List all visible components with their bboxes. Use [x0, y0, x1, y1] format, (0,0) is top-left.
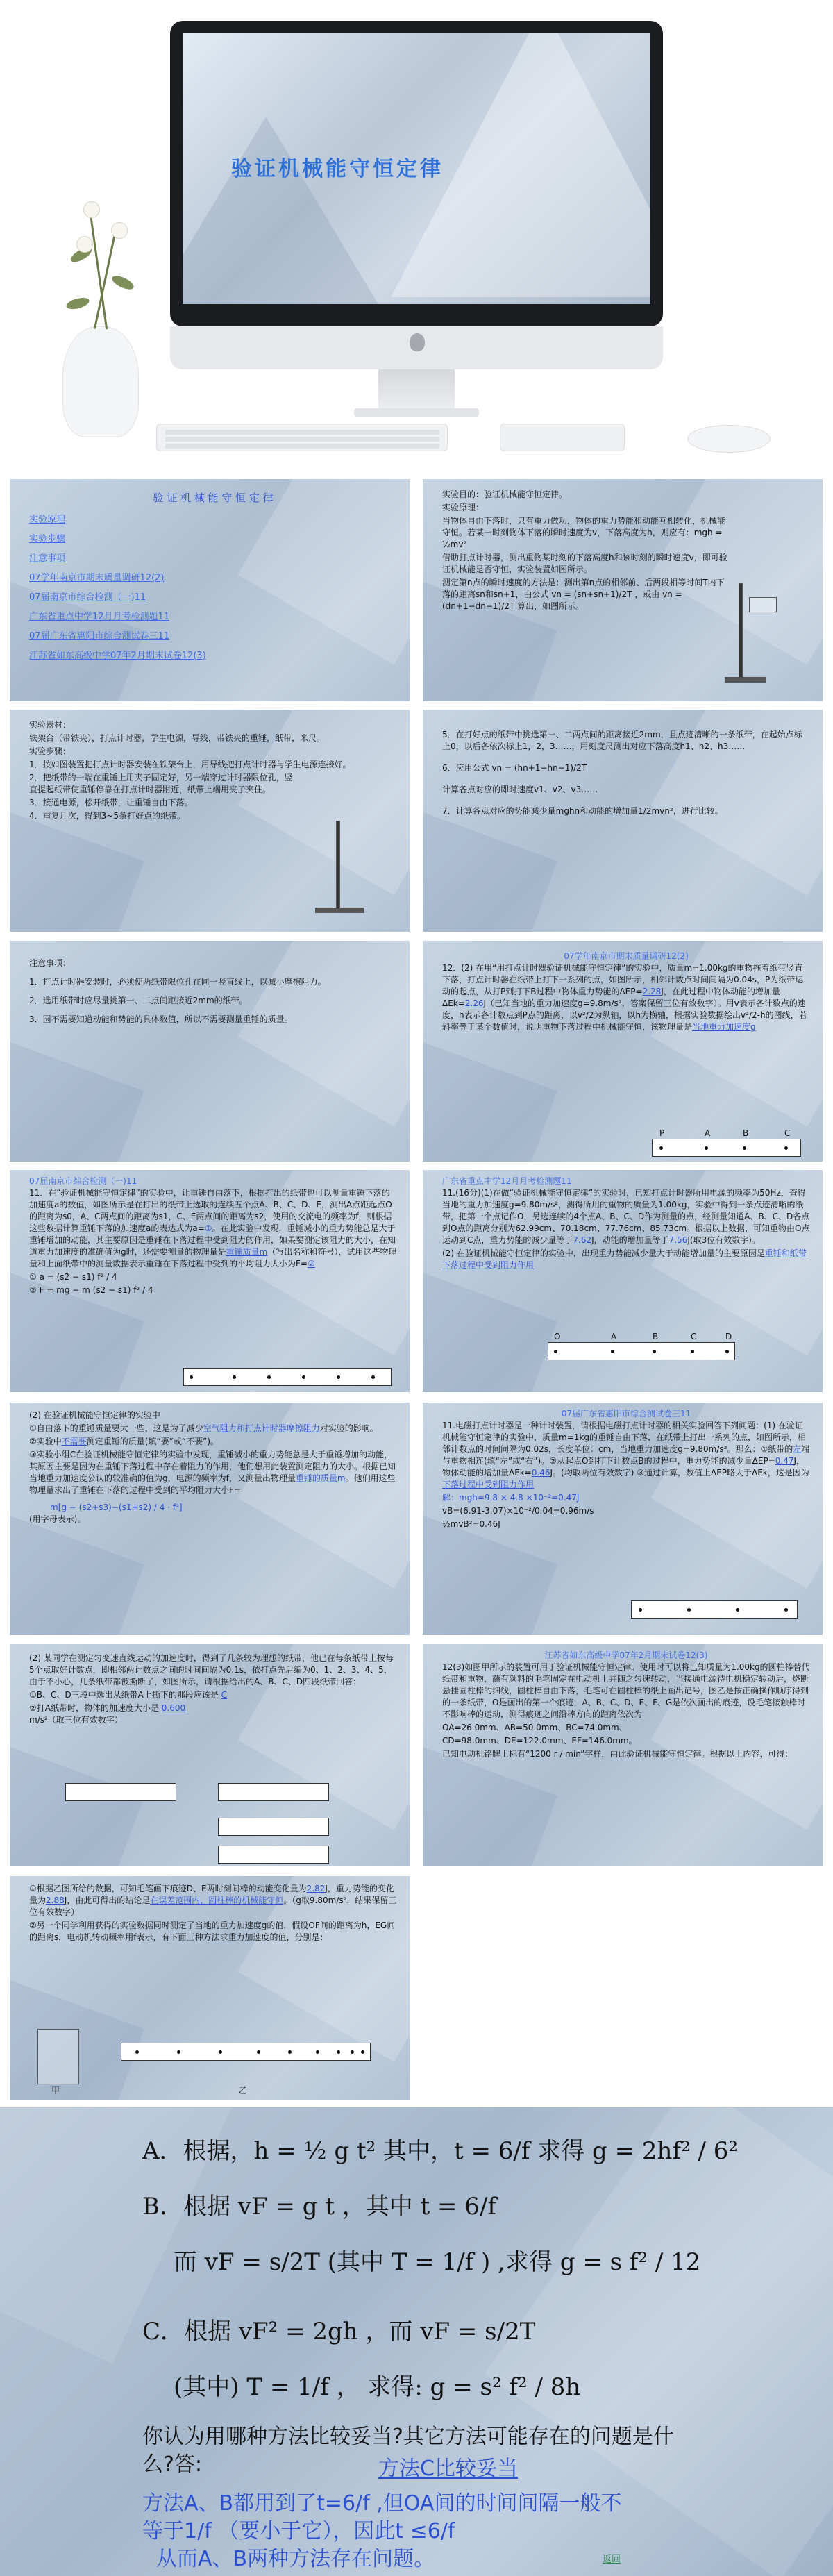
slide-acceleration: [10, 1644, 410, 1866]
tape-label: A: [705, 1128, 711, 1138]
nanjing-11-answer-1: ①: [204, 1223, 212, 1233]
guangdong-11-header: 广东省重点中学12月月考检测题11: [442, 1176, 572, 1186]
steps-heading: 实验步骤：: [29, 746, 71, 756]
step-7: 7．计算各点对应的势能减少量mghn和动能的增加量1/2mvn²，进行比较。: [442, 806, 723, 816]
nanjing-12-answer-2: 2.26: [464, 998, 484, 1008]
tape-d-figure: [218, 1846, 329, 1864]
nanjing-11-answer-2: 重锤质量m: [226, 1247, 268, 1257]
guangdong-11-answer-3: 重锤和纸带下落过程中受到阻力作用: [442, 1248, 807, 1270]
rudong-12-header: 江苏省如东高级中学07年2月期末试卷12(3): [544, 1650, 708, 1660]
slide-guangdong-11: [423, 1170, 823, 1392]
acceleration-q1: ①B、C、D三段中选出从纸带A上撕下的那段应该是: [29, 1690, 219, 1700]
huiyang-11-solution-3: ½mvB²=0.46J: [442, 1519, 500, 1529]
step-1: 1．按如图装置把打点计时器安装在铁架台上，用导线把打点计时器与学生电源连接好。: [29, 760, 351, 769]
nanjing-11-text: 11．在“验证机械能守恒定律”的实验中，让重锤自由落下，根据打出的纸带也可以测量重锤下落的加速度a的数值，如图所示是在打出的纸带上选取的连续五个点A、B、C、D、E，测出A点距起点O的距离为s0，A、C两点间的距离为s1，C、E两点间的距离为s2，使用的交流电的频率为f，则根据这些数据计算重锤下落的加速度a的表达式为a=: [29, 1188, 392, 1233]
leaf-decoration: [110, 273, 136, 292]
guangdong-11-text: 11.(16分)(1)在做“验证机械能守恒定律”的实验时，已知打点计时器所用电源的频率为50Hz，查得当地的重力加速度g=9.80m/s²，测得所用的重物的质量为1.00kg，实验中得到一条点迹清晰的纸带，把第一个点记作O，另选连续的4个点A、B、C、D作为测量的点，经测量知道A、B、C、D各点到O点的距离分别为62.99cm、70.18cm、77.76cm、85.73cm。根据以上数据，可知重物由O点运动到C点，重力势能的减少量等于: [442, 1188, 810, 1245]
equipment-heading: 实验器材：: [29, 720, 71, 730]
mouse: [687, 425, 771, 453]
huiyang-11-text-4: J。(均取两位有效数字) ③通过计算，数值上ΔEP略大于ΔEk，这是因为: [550, 1468, 809, 1478]
nanjing-12-answer-3: 当地重力加速度g: [692, 1022, 756, 1032]
leaf-decoration: [65, 296, 90, 311]
tape-a-figure: [65, 1783, 176, 1801]
figure-label-jia: 甲: [51, 2086, 60, 2096]
trackpad: [500, 424, 625, 451]
rudong-q1: ①根据乙图所给的数据，可知毛笔画下痕迹D、E两时刻间棒的动能变化量为: [29, 1884, 307, 1893]
acceleration-answer-1: C: [221, 1690, 228, 1700]
reasoning-line: 测定重锤的质量(填“要”或“不要”)。: [86, 1437, 219, 1446]
rudong-12-data-2: CD=98.0mm、DE=122.0mm、EF=146.0mm。: [442, 1736, 637, 1746]
tape-label: A: [611, 1332, 617, 1341]
apparatus-figure: [336, 821, 340, 911]
flower-decoration: [83, 201, 100, 218]
huiyang-11-answer-1: 左: [793, 1444, 802, 1454]
reasoning-answer: 重锤的质量m: [295, 1473, 346, 1483]
method-c-1: C．根据 vF² = 2gh ，而 vF = s/2T: [142, 2318, 536, 2345]
reasoning-line: ①自由落下的重锤质量要大一些，这是为了减少: [29, 1423, 203, 1433]
principle-text-2: 借助打点计时器，测出重物某时刻的下落高度h和该时刻的瞬时速度v，即可验证机械能是否守恒，实验装置如图所示。: [442, 553, 727, 574]
reasoning-answer: 不需要: [61, 1437, 87, 1446]
slide-reasoning: [10, 1403, 410, 1635]
toc-link-principle[interactable]: 实验原理: [29, 515, 66, 525]
nanjing-11-header: 07届南京市综合检测（一)11: [29, 1176, 137, 1186]
nanjing-11-answer-3: ②: [307, 1259, 315, 1269]
slide-rudong-answers: [10, 1876, 410, 2100]
flower-decoration: [76, 236, 93, 253]
note-3: 3．因不需要知道动能和势能的具体数值，所以不需要测量重锤的质量。: [29, 1014, 293, 1024]
nanjing-11-formula-2: ② F = mg − m (s2 − s1) f² / 4: [29, 1285, 153, 1295]
nanjing-12-text: 12．(2) 在用“用打点计时器验证机械能守恒定律”的实验中，质量m=1.00kg的重物拖着纸带竖直下落，打点计时器在纸带上打下一系列的点，如图所示，相邻计数点时间间隔为0.04s，P为纸带运动的起点，从打P到打下B过程中物体重力势能的ΔEP=: [442, 963, 804, 996]
step-5: 5．在打好点的纸带中挑选第一、二两点间的距离接近2mm，且点迹清晰的一条纸带，在起始点标上0，以后各依次标上1，2，3……，用刻度尺测出对应下落高度h1、h2、h3……: [442, 730, 802, 751]
huiyang-11-header: 07届广东省惠阳市综合测试卷三11: [561, 1409, 691, 1419]
monitor-stand-base: [354, 408, 479, 417]
nanjing-12-text-3: J（已知当地的重力加速度g=9.8m/s²，答案保留三位有效数字）。用v表示各计数点的速度，h表示各计数点到P点的距离，以v²/2为纵轴，以h为横轴，根据实验数据绘出v²/2-h的图线，若斜率等于某个数值时，说明重物下落过程中机械能守恒，该物理量是: [442, 998, 807, 1032]
tape-label: C: [691, 1332, 697, 1341]
flower-decoration: [111, 222, 128, 239]
tape-label: C: [784, 1128, 791, 1138]
apparatus-base-figure: [315, 908, 364, 913]
equipment-list: 铁架台（带铁夹），打点计时器，学生电源，导线，带铁夹的重锤，纸带，米尺。: [29, 733, 326, 743]
tape-label: B: [743, 1128, 749, 1138]
notes-heading: 注意事项：: [29, 958, 71, 968]
tape-figure: [652, 1128, 801, 1157]
nanjing-12-answer-1: 2.28: [642, 987, 662, 996]
note-2: 2．选用纸带时应尽量挑第一、二点间距接近2mm的纸带。: [29, 996, 248, 1005]
acceleration-q2: ②打A纸带时，物体的加速度大小是: [29, 1703, 159, 1713]
slide-steps-continued: [423, 710, 823, 932]
step-3: 3．接通电源，松开纸带，让重锤自由下落。: [29, 798, 193, 808]
huiyang-11-solution-2: vB=(6.91-3.07)×10⁻²/0.04=0.96m/s: [442, 1506, 594, 1516]
tape-b-figure: [218, 1783, 329, 1801]
explanation-line-3: 从而A、B两种方法存在问题。: [156, 2547, 435, 2571]
figure-jia: [37, 2029, 79, 2084]
slide-principle: [423, 479, 823, 701]
principle-text-3: 测定第n点的瞬时速度的方法是：测出第n点的相邻前、后两段相等时间T内下落的距离sn和sn+1，由公式 vn = (sn+sn+1)/2T ，或由 vn = (dn+1−dn−1)/2T 算出，如图所示。: [442, 578, 725, 611]
rudong-note: 。（g取9.80m/s²，结果保留三位有效数字）: [29, 1896, 397, 1917]
method-c-2: (其中) T = 1/f ， 求得: g = s² f² / 8h: [174, 2373, 581, 2401]
huiyang-11-text: 11.电磁打点计时器是一种计时装置，请根据电磁打点计时器的相关实验回答下列问题：(1) 在验证机械能守恒定律的实验中，质量m=1kg的重锤自由下落，在纸带上打出一系列的点，如图所示，相邻计数点的时间间隔为0.02s，长度单位：cm，当地重力加速度g=9.80m/s²。那么：①纸带的: [442, 1421, 806, 1454]
rudong-q2: ②另一个同学利用获得的实验数据同时测定了当地的重力加速度g的值，假设OF间的距离为h，EG间的距离s，电动机转动频率用f表示，有下面三种方法求重力加速度的值，分别是：: [29, 1921, 396, 1942]
principle-text-1: 当物体自由下落时，只有重力做功，物体的重力势能和动能互相转化，机械能守恒。若某一时刻物体下落的瞬时速度为v，下落高度为h，则应有：mgh = ½mv²: [442, 516, 726, 549]
timer-figure: [749, 597, 777, 612]
principle-purpose: 实验目的：验证机械能守恒定律。: [442, 490, 568, 499]
explanation-line-2: 等于1/f （要小于它），因此t ≤6/f: [142, 2519, 455, 2543]
toc-title: 验 证 机 械 能 守 恒 定 律: [153, 492, 274, 504]
reasoning-formula: m[g − (s2+s3)−(s1+s2) / 4 · f²]: [50, 1503, 183, 1512]
reasoning-line: (2) 在验证机械能守恒定律的实验中: [29, 1410, 160, 1420]
rudong-12-question: 已知电动机铭牌上标有“1200 r / min”字样，由此验证机械能守恒定律。根据以上内容，可得：: [442, 1749, 793, 1759]
guangdong-11-text-3: J(取3位有效数字)。: [687, 1235, 760, 1245]
rudong-answer-1: 2.82: [306, 1884, 326, 1893]
acceleration-unit: m/s²（取三位有效数字）: [29, 1715, 123, 1725]
blank-slide: [423, 1876, 823, 2100]
tape-figure: [183, 1368, 392, 1386]
rudong-12-data-1: OA=26.0mm、AB=50.0mm、BC=74.0mm、: [442, 1723, 628, 1732]
rudong-answer-2: 2.88: [46, 1896, 65, 1905]
nanjing-11-text-3: （写出名称和符号），试用这些物理量和上面纸带中的测量数据表示重锤在下落过程中受到的平均阻力大小为F=: [29, 1247, 397, 1269]
huiyang-11-answer-4: 下落过程中受到阻力作用: [442, 1480, 535, 1489]
explanation-line-1: 方法A、B都用到了t=6/f ,但OA间的时间间隔一般不: [142, 2491, 622, 2516]
toc-link-guangdong-11[interactable]: 广东省重点中学12月月考检测题11: [29, 612, 170, 622]
tape-figure: [548, 1332, 735, 1360]
toc-link-notes[interactable]: 注意事项: [29, 553, 66, 564]
principle-heading: 实验原理：: [442, 503, 485, 512]
toc-link-steps[interactable]: 实验步骤: [29, 534, 66, 544]
method-b-1: B．根据 vF = g t ，其中 t = 6/f: [142, 2193, 496, 2220]
tape-label: O: [554, 1332, 561, 1341]
nanjing-11-formula-1: ① a = (s2 − s1) f² / 4: [29, 1272, 117, 1282]
method-a: A．根据，h = ½ g t² 其中，t = 6/f 求得 g = 2hf² / 6²: [142, 2137, 738, 2165]
apple-logo-icon: [410, 333, 425, 351]
huiyang-11-text-2: 端与重物相连(填“左”或“右”)。②从起点O到打下计数点B的过程中，重力势能的减少量ΔEP=: [442, 1444, 810, 1466]
toc-link-huiyang-11[interactable]: 07届广东省惠阳市综合测试卷三11: [29, 631, 170, 642]
question-answer: 方法C比较妥当: [378, 2457, 518, 2481]
keyboard: [156, 424, 448, 451]
tape-label: D: [725, 1332, 732, 1341]
figure-label-yi: 乙: [239, 2086, 248, 2096]
guangdong-11-answer-1: 7.62: [573, 1235, 592, 1245]
toc-link-nanjing-11[interactable]: 07届南京市综合检测（一)11: [29, 592, 146, 603]
monitor: [170, 21, 663, 326]
step-6: 6．应用公式 vn = (hn+1−hn−1)/2T: [442, 763, 587, 773]
tape-c-figure: [218, 1818, 329, 1836]
question: 你认为用哪种方法比较妥当?其它方法可能存在的问题是什么?答:: [142, 2425, 674, 2477]
reasoning-line: 对实验的影响。: [319, 1423, 378, 1433]
step-2: 2．把纸带的一端在重锤上用夹子固定好，另一端穿过计时器限位孔，竖直提起纸带使重锤停靠在打点计时器附近，纸带上端用夹子夹住。: [29, 773, 293, 794]
nanjing-11-text-2: 。在此实验中发现，重锤减小的重力势能总是大于重锤增加的动能，其主要原因是重锤在下落过程中受到阻力的作用，如果要测定该阻力的大小，在知道重力加速度的准确值为g时，还需要测量的物理量是: [29, 1223, 396, 1257]
rudong-12-text: 12(3)如图甲所示的装置可用于验证机械能守恒定律。使用时可以将已知质量为1.00kg的圆柱棒替代纸带和重物，蘸有颜料的毛笔固定在电动机上并随之匀速转动，当接通电源待电机稳定转动后，烧断悬挂圆柱棒的细线，圆柱棒自由下落，毛笔可在圆柱棒的纸上画出记号，图乙是按正确操作顺序得到的一条纸带，O是画出的第一个痕迹，A、B、C、D、E、F、G是依次画出的痕迹，设毛笔接触棒时不影响棒的运动，测得痕迹之间沿棒方向的距离依次为: [442, 1662, 810, 1719]
monitor-screen: [183, 33, 650, 304]
slide-nanjing-11: [10, 1170, 410, 1392]
tape-label: B: [653, 1332, 659, 1341]
vase-decoration: [62, 326, 139, 437]
acceleration-text: (2) 某同学在测定匀变速直线运动的加速度时，得到了几条较为理想的纸带，他已在每条纸带上按每5个点取好计数点，即相邻两计数点之间的时间间隔为0.1s，依打点先后编为0、1、2、3、4、5，由于不小心，几条纸带都被撕断了，如图所示，请根据给出的A、B、C、D四段纸带回答：: [29, 1653, 394, 1687]
slide-toc: [10, 479, 410, 701]
monitor-stand: [378, 369, 455, 411]
reasoning-line: ③实验小组C在验证机械能守恒定律的实验中发现，重锤减小的重力势能总是大于重锤增加的动能，其原因主要是因为在重锤下落过程中存在着阻力的作用，他们想用此装置测定阻力的大小。根据已知当地重力加速度公认的较准确的值为g，电源的频率为f，又测量出物理量: [29, 1450, 396, 1483]
slide-rudong-12: [423, 1644, 823, 1866]
hero-title: 验证机械能守恒定律: [231, 157, 444, 181]
tape-figure: [631, 1600, 798, 1619]
guangdong-11-text-2: J，动能的增加量等于: [591, 1235, 669, 1245]
huiyang-11-solution-1: 解：mgh=9.8 × 4.8 ×10⁻²=0.47J: [442, 1493, 580, 1503]
slide-notes: [10, 941, 410, 1162]
slide-equipment: [10, 710, 410, 932]
step-4: 4．重复几次，得到3~5条打好点的纸带。: [29, 811, 185, 821]
guangdong-11-sub: (2) 在验证机械能守恒定律的实验中，出现重力势能减少量大于动能增加量的主要原因是: [442, 1248, 765, 1258]
stand-base-figure: [725, 677, 766, 683]
reasoning-line: (用字母表示)。: [29, 1514, 86, 1524]
figure-yi-tape: [121, 2043, 371, 2061]
tape-label: P: [659, 1128, 665, 1138]
slide-nanjing-12: [423, 941, 823, 1162]
toc-link-rudong-12[interactable]: 江苏省如东高级中学07年2月期末试卷12(3): [29, 651, 206, 661]
note-1: 1．打点计时器安装时，必须使两纸带限位孔在同一竖直线上，以减小摩擦阻力。: [29, 977, 326, 987]
nanjing-12-text-2: J，在此过程中物体动能的增加量ΔEk=: [442, 987, 780, 1008]
nanjing-12-header: 07学年南京市期末质量调研12(2): [564, 951, 689, 961]
huiyang-11-text-3: J，物体动能的增加量ΔEk=: [442, 1456, 805, 1478]
back-link[interactable]: 返回: [603, 2554, 621, 2565]
reasoning-answer: 空气阻力和打点计时器摩擦阻力: [203, 1423, 320, 1433]
huiyang-11-answer-2: 0.47: [775, 1456, 794, 1466]
rudong-q1c: J，由此可得出的结论是: [64, 1896, 151, 1905]
stand-figure: [739, 583, 743, 680]
rudong-answer-3: 在误差范围内，圆柱棒的机械能守恒: [150, 1896, 284, 1905]
slide-huiyang-11: [423, 1403, 823, 1635]
huiyang-11-answer-3: 0.46: [531, 1468, 550, 1478]
hero-section: [0, 0, 833, 472]
guangdong-11-answer-2: 7.56: [668, 1235, 688, 1245]
method-b-2: 而 vF = s/2T (其中 T = 1/f ) ,求得 g = s f² / 12: [174, 2248, 701, 2276]
acceleration-answer-2: 0.600: [161, 1703, 186, 1713]
step-6-note: 计算各点对应的即时速度v1、v2、v3……: [442, 785, 598, 794]
reasoning-line: ②实验中: [29, 1437, 62, 1446]
toc-link-nanjing-12[interactable]: 07学年南京市期末质量调研12(2): [29, 573, 165, 583]
reasoning-line: 。他们用这些物理量求出了重锤在下落的过程中受到的平均阻力大小F=: [29, 1473, 396, 1495]
rudong-q1b: J，重力势能的变化量为: [29, 1884, 394, 1905]
